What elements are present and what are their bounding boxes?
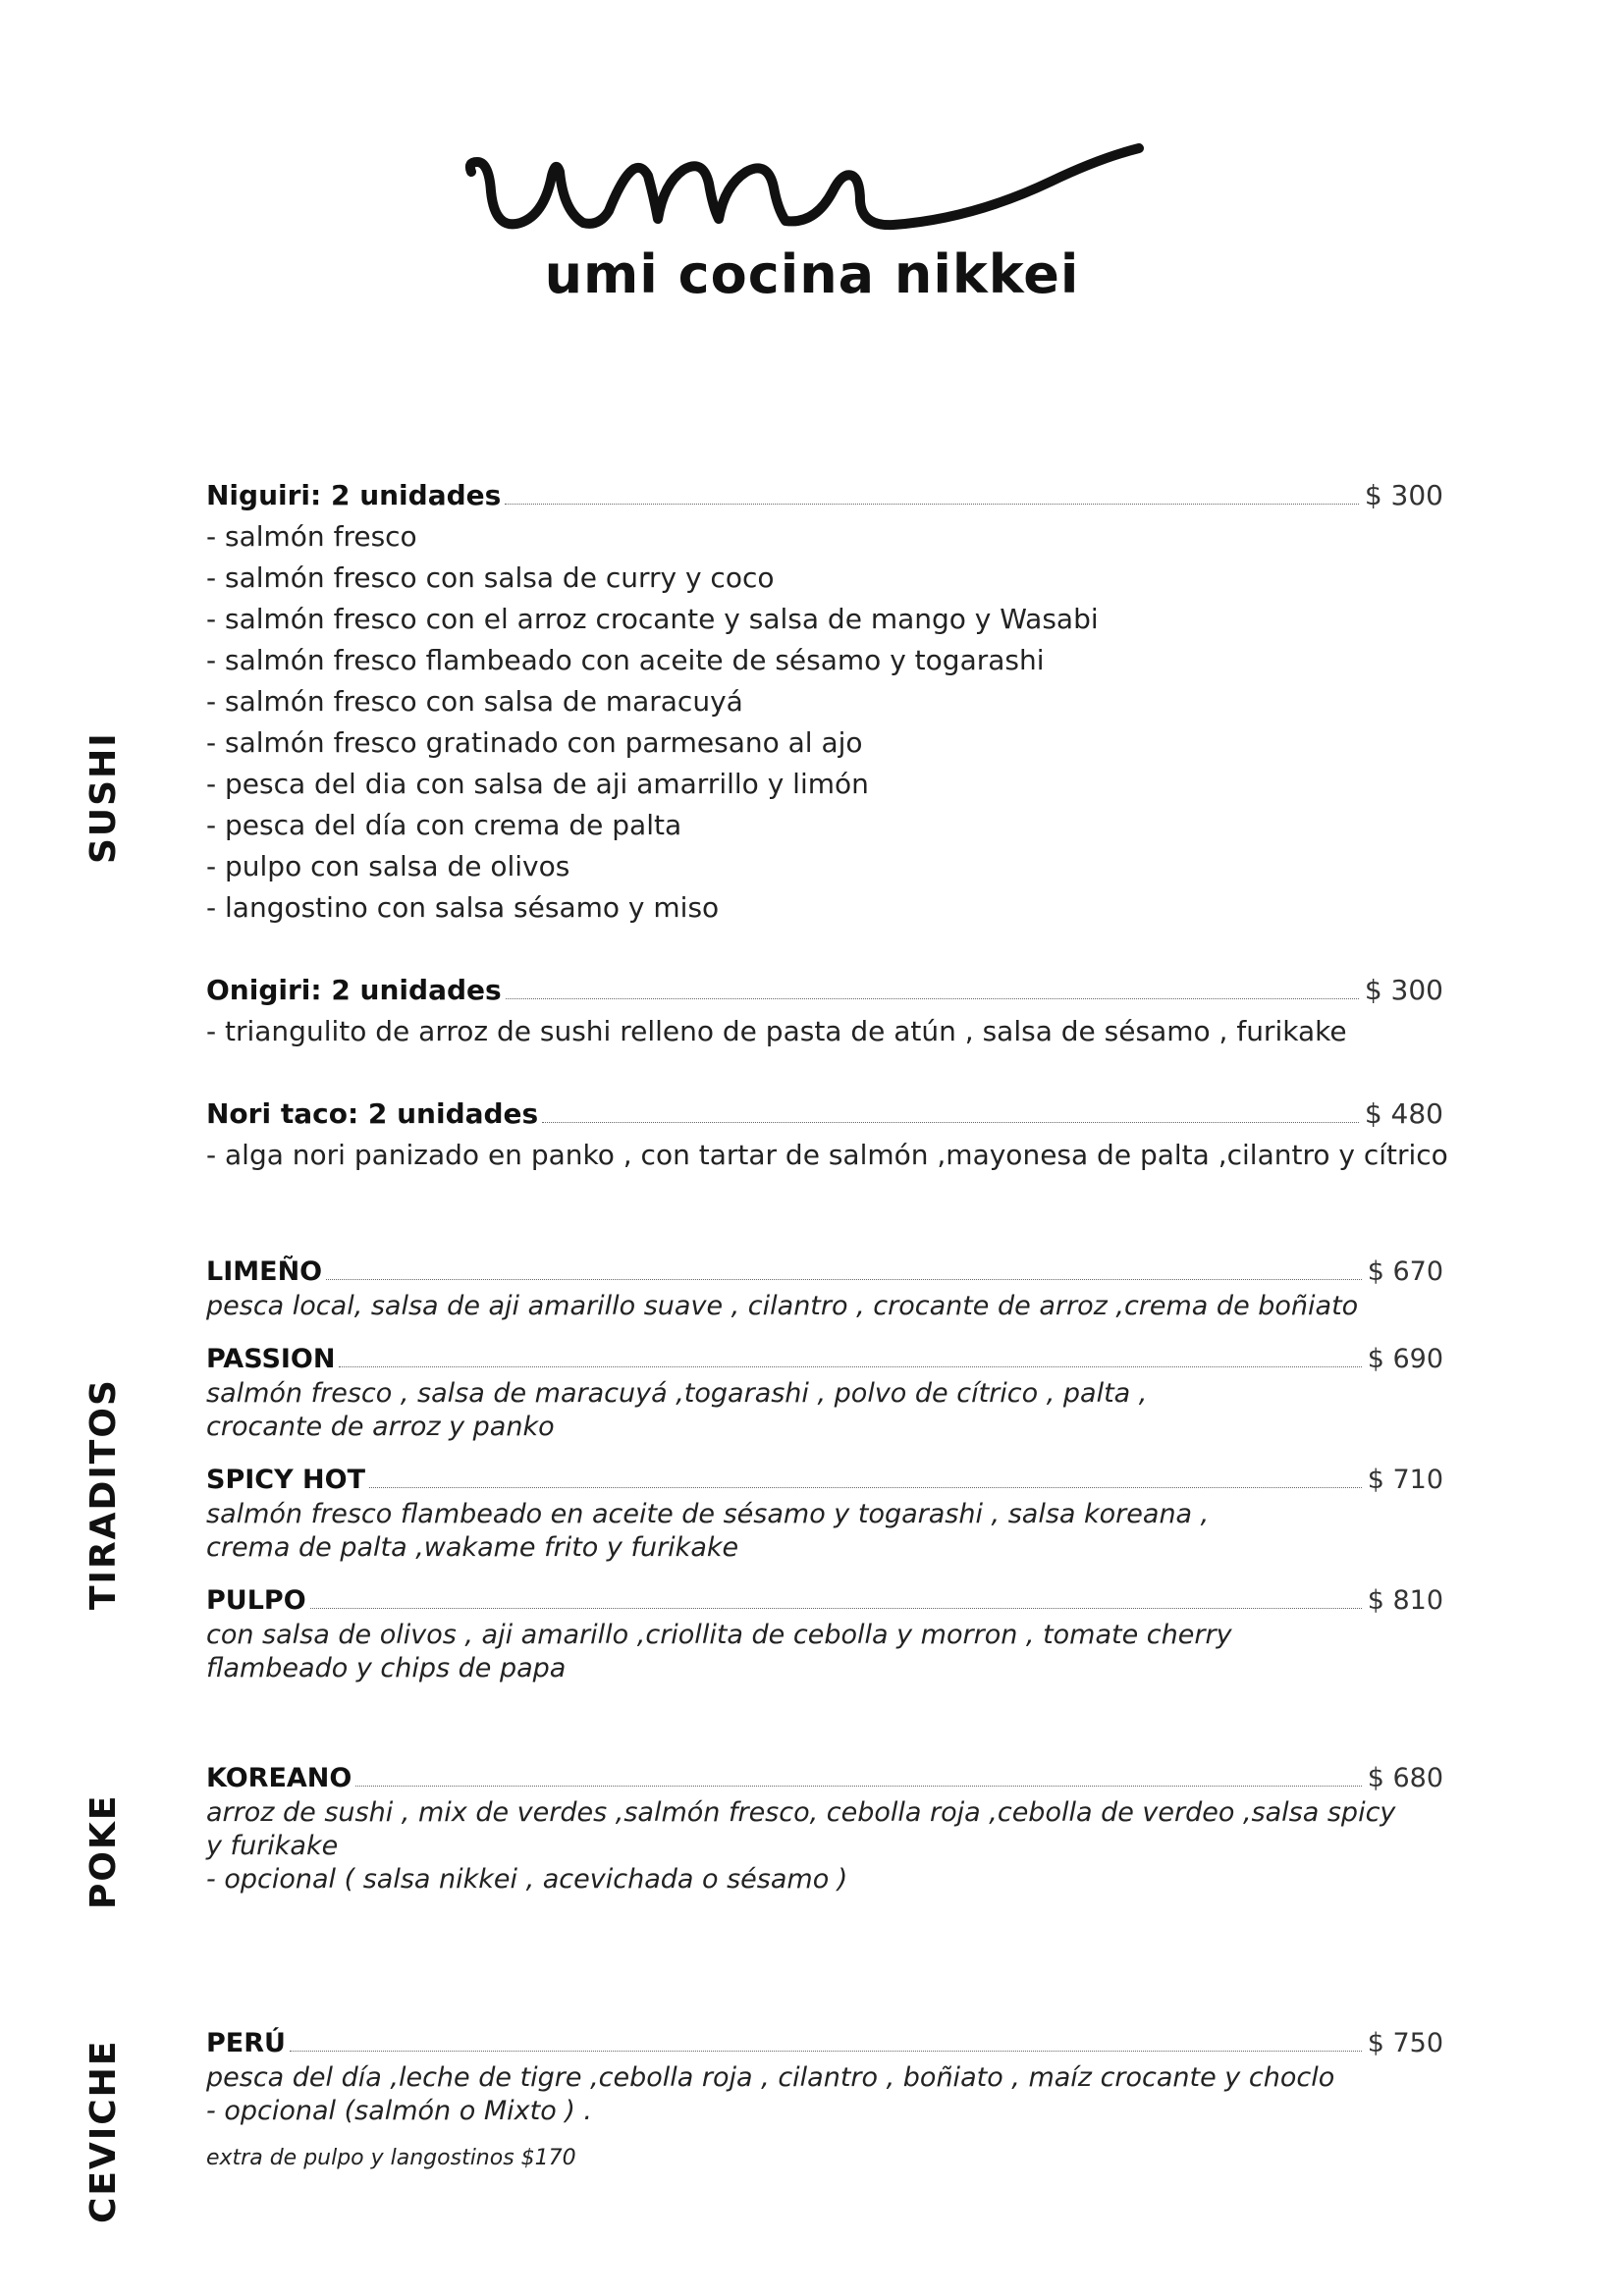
- tiradito-spicy-hot: [206, 1463, 1443, 1565]
- dot-leader: [506, 997, 1359, 999]
- item-price: $ 710: [1367, 1465, 1443, 1495]
- list-item: - salmón fresco: [206, 520, 417, 553]
- list-item: - langostino con salsa sésamo y miso: [206, 891, 720, 924]
- dot-leader: [505, 503, 1359, 505]
- item-name: PERÚ: [206, 2028, 286, 2058]
- item-price: $ 810: [1367, 1585, 1443, 1616]
- brand-subtitle: umi cocina nikkei: [544, 243, 1080, 305]
- tiradito-passion: [206, 1342, 1443, 1444]
- item-description: - triangulito de arroz de sushi relleno de pasta de atún , salsa de sésamo , furikake: [206, 1015, 1347, 1047]
- tiradito-pulpo: [206, 1583, 1443, 1685]
- section-label-ceviche: CEVICHE: [82, 2039, 124, 2223]
- item-name: KOREANO: [206, 1763, 352, 1793]
- menu-item-header: [206, 475, 1443, 516]
- item-price: $ 690: [1367, 1344, 1443, 1374]
- item-name: PULPO: [206, 1585, 306, 1616]
- menu-item-header: [206, 970, 1443, 1011]
- dot-leader: [542, 1121, 1359, 1123]
- menu-item-header: [206, 1255, 1443, 1290]
- section-label-tiraditos: TIRADITOS: [82, 1378, 124, 1610]
- list-item: - salmón fresco gratinado con parmesano al ajo: [206, 726, 863, 759]
- list-item: - pesca del día con crema de palta: [206, 809, 682, 841]
- menu-item-header: [206, 1342, 1443, 1377]
- item-price: $ 680: [1367, 1763, 1443, 1793]
- menu-item-header: [206, 1583, 1443, 1619]
- item-name: Niguiri: 2 unidades: [206, 479, 502, 511]
- onigiri-block: [206, 970, 1443, 1052]
- item-option: - opcional ( salsa nikkei , acevichada o sésamo ): [206, 1864, 848, 1895]
- item-description: salmón fresco flambeado en aceite de sésamo y togarashi , salsa koreana ,: [206, 1499, 1210, 1529]
- list-item: - salmón fresco flambeado con aceite de sésamo y togarashi: [206, 644, 1045, 676]
- item-price: $ 750: [1367, 2028, 1443, 2058]
- nori-taco-block: [206, 1094, 1448, 1176]
- menu-item-header: [206, 1463, 1443, 1498]
- item-name: Onigiri: 2 unidades: [206, 974, 502, 1006]
- dot-leader: [369, 1486, 1362, 1488]
- umi-script-logo: [461, 133, 1159, 250]
- dot-leader: [355, 1785, 1361, 1787]
- menu-item-header: [206, 2026, 1443, 2061]
- niguiri-block: [206, 475, 1443, 929]
- item-description: salmón fresco , salsa de maracuyá ,togarashi , polvo de cítrico , palta ,: [206, 1378, 1148, 1409]
- item-name: LIMEÑO: [206, 1256, 323, 1287]
- section-label-poke: POKE: [82, 1793, 124, 1909]
- item-description: crema de palta ,wakame frito y furikake: [206, 1532, 739, 1563]
- section-label-sushi: SUSHI: [82, 731, 124, 864]
- menu-item-header: [206, 1761, 1443, 1796]
- item-description: y furikake: [206, 1831, 339, 1861]
- list-item: - salmón fresco con salsa de maracuyá: [206, 685, 743, 718]
- dot-leader: [310, 1607, 1362, 1609]
- dot-leader: [339, 1365, 1361, 1367]
- item-description: arroz de sushi , mix de verdes ,salmón fresco, cebolla roja ,cebolla de verdeo ,salsa spicy: [206, 1797, 1396, 1828]
- menu-item-header: [206, 1094, 1443, 1135]
- item-price: $ 300: [1364, 479, 1443, 511]
- item-description: flambeado y chips de papa: [206, 1653, 567, 1683]
- item-name: Nori taco: 2 unidades: [206, 1097, 539, 1130]
- item-price: $ 480: [1364, 1097, 1443, 1130]
- list-item: - pulpo con salsa de olivos: [206, 850, 570, 882]
- item-option: - opcional (salmón o Mixto ) .: [206, 2096, 593, 2126]
- item-description: con salsa de olivos , aji amarillo ,criollita de cebolla y morron , tomate cherry: [206, 1620, 1232, 1650]
- item-description: - alga nori panizado en panko , con tartar de salmón ,mayonesa de palta ,cilantro y cítrico: [206, 1139, 1448, 1171]
- item-name: SPICY HOT: [206, 1465, 366, 1495]
- ceviche-peru: [206, 2026, 1443, 2128]
- list-item: - salmón fresco con el arroz crocante y salsa de mango y Wasabi: [206, 603, 1099, 635]
- item-description: pesca local, salsa de aji amarillo suave , cilantro , crocante de arroz ,crema de boñiato: [206, 1291, 1359, 1321]
- item-description: pesca del día ,leche de tigre ,cebolla roja , cilantro , boñiato , maíz crocante y choclo: [206, 2062, 1335, 2093]
- list-item: - salmón fresco con salsa de curry y coco: [206, 561, 775, 594]
- item-name: PASSION: [206, 1344, 336, 1374]
- extra-note: extra de pulpo y langostinos $170: [206, 2146, 576, 2170]
- tiradito-limeno: [206, 1255, 1443, 1323]
- item-description: crocante de arroz y panko: [206, 1412, 555, 1442]
- dot-leader: [290, 2050, 1362, 2052]
- list-item: - pesca del dia con salsa de aji amarrillo y limón: [206, 768, 869, 800]
- dot-leader: [326, 1278, 1362, 1280]
- poke-koreano: [206, 1761, 1443, 1896]
- item-price: $ 300: [1364, 974, 1443, 1006]
- item-price: $ 670: [1367, 1256, 1443, 1287]
